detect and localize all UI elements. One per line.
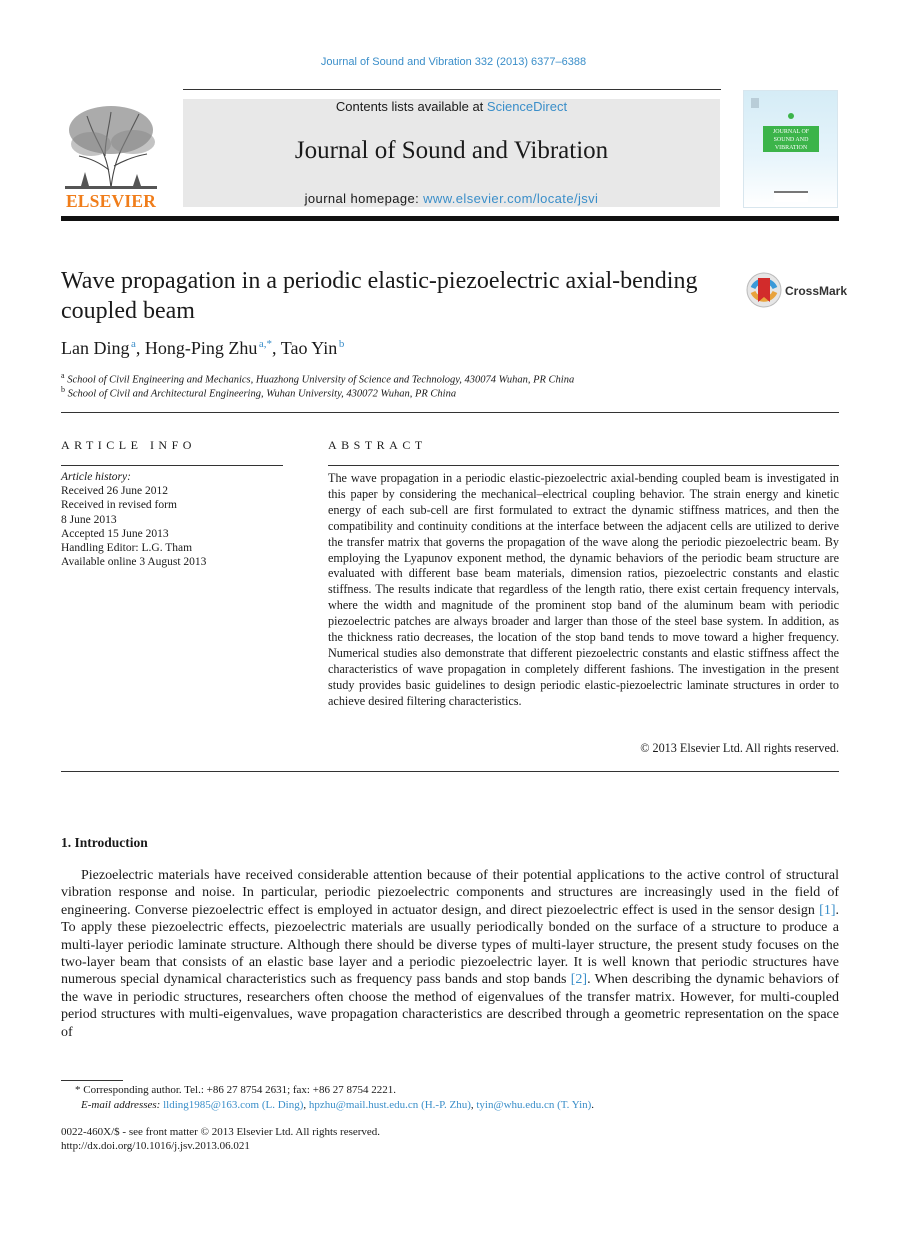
header-top-rule [183,89,721,90]
homepage-line: journal homepage: www.elsevier.com/locate/jsvi [304,191,599,206]
divider [61,412,839,413]
reference-link[interactable]: [2] [570,972,588,988]
author-name[interactable]: Lan Ding [61,338,130,358]
history-line: Accepted 15 June 2013 [61,527,169,540]
affiliation-a: $^a$ School of Civil Engineering and Mechanics, Huazhong University of Science and Technology, 430074 Wuhan, PR China [61,371,575,386]
article-history [61,470,283,569]
author-affil-ref[interactable]: a,* [258,338,273,350]
introduction-paragraph: Piezoelectric materials have received considerable attention because of their potential applications to the active control of structural vibration response and noise. In particular, periodic piezoelectric components and structures are increasingly used in the field of engineering. Converse piezoelectric effect is employed in actuator design, and direct piezoelectric effect is used in the sensor design [1]. To apply these piezoelectric effects, piezoelectric materials are usually periodically bonded on the surface of a structure to produce a multi-layer periodic laminate structure. Although there should be diverse types of multi-layer structure, the present study focuses on the two-layer beam that consists of an elastic base layer and a periodic piezoelectric layer. It is well known that periodic structures have numerous special dynamical characteristics such as frequency pass bands and stop bands [2]. When describing the dynamic behaviors of the wave in periodic structures, researchers often choose the method of eigenvalues of the transfer matrix. However, for multi-coupled period structures with multi-eigenvalues, wave propagation characteristics are described through a geometric representation on the space of [61,868,839,1040]
history-line: Received in revised form [61,499,177,512]
divider [61,465,283,466]
footnote-rule [61,1080,123,1081]
doi-link[interactable]: http://dx.doi.org/10.1016/j.jsv.2013.06.021 [61,1140,250,1152]
abstract-heading: ABSTRACT [328,438,427,452]
elsevier-wordmark: ELSEVIER [65,191,157,211]
header-thick-rule [61,216,839,221]
journal-cover-thumbnail[interactable] [743,90,838,208]
article-info-heading: ARTICLE INFO [61,438,196,452]
divider [61,771,839,772]
history-line: Available online 3 August 2013 [61,556,207,569]
cover-publisher-mark [774,191,808,202]
contents-line: Contents lists available at ScienceDirect [335,99,568,114]
history-line: 8 June 2013 [61,513,117,526]
divider [328,465,839,466]
email-link[interactable]: llding1985@163.com [163,1099,260,1111]
email-link[interactable]: tyin@whu.edu.cn [476,1099,555,1111]
affiliation-b: $^b$ School of Civil and Architectural Engineering, Wuhan University, 430072 Wuhan, PR China [61,385,457,400]
journal-citation[interactable]: Journal of Sound and Vibration 332 (2013) 6377–6388 [320,56,587,68]
cover-dot-icon [788,113,794,119]
crossmark-label[interactable]: CrossMark [785,284,848,298]
email-link[interactable]: hpzhu@mail.hust.edu.cn [308,1099,419,1111]
history-line: Received 26 June 2012 [61,485,168,498]
section-heading-introduction: 1. Introduction [61,835,148,850]
history-label: Article history: [61,471,131,483]
cover-title: JOURNAL OF SOUND AND VIBRATION [763,126,819,152]
cover-mini-mark [751,98,759,108]
author-list: Lan Ding $^a$, Hong-Ping Zhu $^{a,*}$, Tao Yin $^b$ [61,338,345,358]
homepage-link[interactable]: www.elsevier.com/locate/jsvi [423,191,599,206]
author-name[interactable]: Hong-Ping Zhu [144,338,258,358]
history-line: Handling Editor: L.G. Tham [61,542,193,555]
sciencedirect-link[interactable]: ScienceDirect [486,99,568,114]
reference-link[interactable]: [1] [819,902,836,918]
corresponding-author-note: * Corresponding author. Tel.: +86 27 8754 2631; fax: +86 27 8754 2221. [75,1084,396,1096]
abstract-copyright: © 2013 Elsevier Ltd. All rights reserved. [640,741,839,755]
author-affil-ref[interactable]: b [338,338,345,350]
article-title: Wave propagation in a periodic elastic-piezoelectric axial-bending coupled beam [61,268,698,324]
journal-name: Journal of Sound and Vibration [294,137,609,164]
abstract-text: The wave propagation in a periodic elastic-piezoelectric axial-bending coupled beam is investigated in this paper by considering the mechanical–electrical coupling behavior. The strain energy and kinetic energy of each sub-cell are first formulated to extract the dynamic stiffness matrices, and then the compatibility and continuity conditions at the interface between the adjacent cells are utilized to derive the transfer matrix that governs the propagation of the wave along the periodic piezoelectric beam. By employing the Lyapunov exponent method, the dynamic behaviors of the periodic beam structure are evaluated with different base beam materials, dimension ratios, piezoelectric constants and elastic stiffness. The results indicate that regardless of the length ratio, there exist certain frequency intervals, where the width and magnitude of the prominent stop band of the aluminum beam with periodic piezoelectric patches are always broader and larger than those of the steel base system. In addition, as the thickness ratio decreases, the location of the stop band tends to move toward a higher frequency. Numerical studies also demonstrate that different piezoelectric constants and elastic stiffness affect the characteristics of wave propagation in completely different fashions. The investigation in the present study provides basic guidelines to design periodic elastic-piezoelectric laminate structures in order to achieve desired filtering characteristics. [328,471,839,708]
email-addresses: E-mail addresses: llding1985@163.com (L. Ding), hpzhu@mail.hust.edu.cn (H.-P. Zhu), tyin@whu.edu.cn (T. Yin). [81,1099,595,1111]
issn-line: 0022-460X/$ - see front matter © 2013 Elsevier Ltd. All rights reserved. [61,1126,381,1138]
author-affil-ref[interactable]: a [131,338,136,350]
author-name[interactable]: Tao Yin [280,338,338,358]
